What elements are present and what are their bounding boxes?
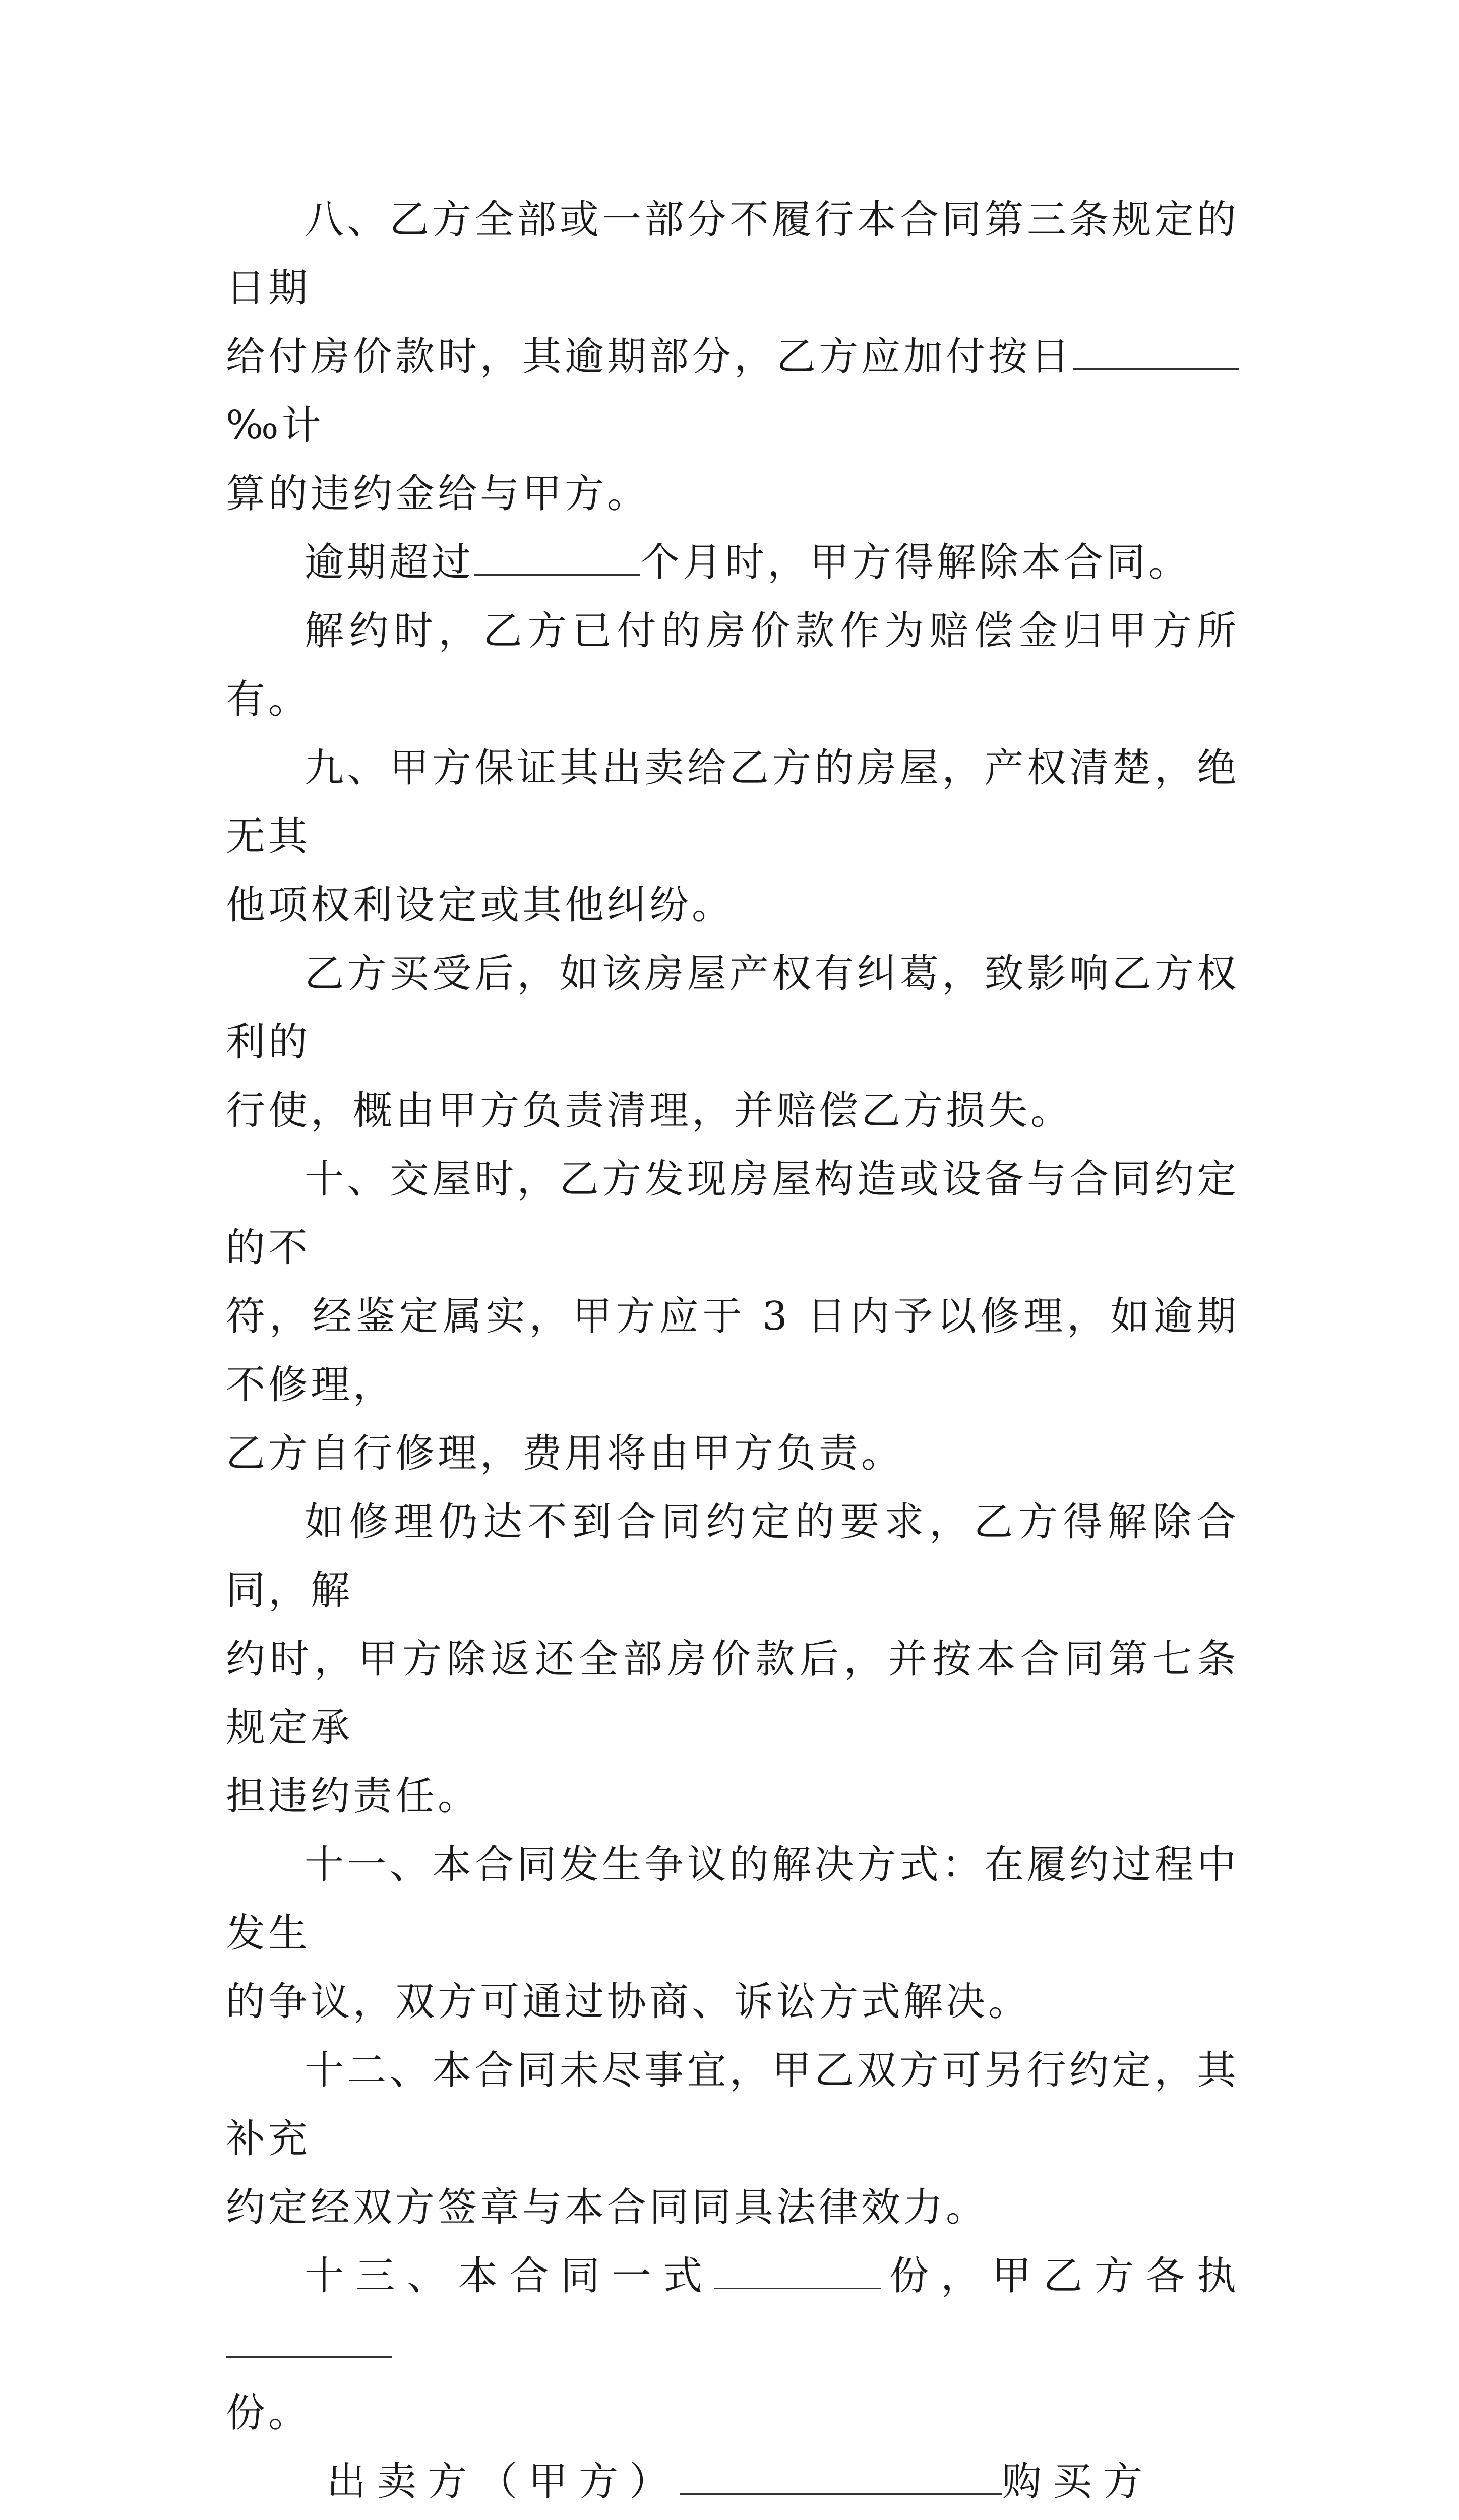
clause-9 — [226, 734, 1239, 939]
overdue-text-before: 逾期超过 — [305, 540, 474, 585]
clause-11-line-1: 十一、本合同发生争议的解决方式：在履约过程中发生 — [226, 1842, 1239, 1956]
contract-page — [226, 185, 1239, 2520]
clause-13 — [226, 2242, 1239, 2447]
clause-10-repair-line-2: 约时，甲方除返还全部房价款后，并按本合同第七条规定承 — [226, 1636, 1239, 1750]
clause-12-line-2: 约定经双方签章与本合同同具法律效力。 — [226, 2185, 989, 2230]
clause-9-dispute-line-1: 乙方买受后，如该房屋产权有纠葛，致影响乙方权利的 — [226, 951, 1239, 1065]
seller-name-blank[interactable] — [680, 2458, 1002, 2495]
copies-each-blank[interactable] — [226, 2321, 392, 2358]
clause-9-line-2: 他项权利设定或其他纠纷。 — [226, 883, 735, 928]
clause-9-line-1: 九、甲方保证其出卖给乙方的房屋，产权清楚，绝无其 — [226, 745, 1239, 859]
signature-block — [226, 2447, 1239, 2520]
clause-9-dispute — [226, 939, 1239, 1145]
clause-8-overdue — [226, 528, 1239, 597]
clause-8-line-2-text: 给付房价款时，其逾期部分，乙方应加付按日 — [226, 334, 1073, 380]
clause-13-line-1 — [226, 2242, 1239, 2379]
clause-8-line-2 — [226, 323, 1239, 460]
clause-8-line-3: 算的违约金给与甲方。 — [226, 471, 650, 517]
clause-12-line-1: 十二、本合同未尽事宜，甲乙双方可另行约定，其补充 — [226, 2048, 1239, 2162]
clause-12 — [226, 2036, 1239, 2242]
clause-11 — [226, 1831, 1239, 2036]
clause-10-line-1: 十、交屋时，乙方发现房屋构造或设备与合同约定的不 — [226, 1157, 1239, 1271]
clause-10-line-3: 乙方自行修理，费用将由甲方负责。 — [226, 1431, 904, 1476]
clause-13-text-1: 十三、本合同一式 — [305, 2253, 714, 2299]
copies-total-blank[interactable] — [714, 2252, 881, 2289]
daily-rate-blank[interactable] — [1073, 333, 1239, 370]
buyer-label: 购买方 — [1002, 2459, 1154, 2504]
seller-label: 出卖方（甲方） — [327, 2459, 680, 2504]
clause-8-cancel: 解约时，乙方已付的房价款作为赔偿金归甲方所有。 — [226, 608, 1239, 722]
clause-10-repair — [226, 1488, 1239, 1831]
clause-13-line-2: 份。 — [226, 2390, 311, 2436]
clause-8 — [226, 185, 1239, 528]
clause-13-text-2: 份，甲乙方各执 — [880, 2253, 1239, 2299]
overdue-months-blank[interactable] — [474, 539, 640, 576]
clause-10 — [226, 1145, 1239, 1488]
clause-10-repair-line-1: 如修理仍达不到合同约定的要求，乙方得解除合同，解 — [226, 1499, 1239, 1613]
clause-10-line-2: 符，经鉴定属实，甲方应于 3 日内予以修理，如逾期不修理， — [226, 1294, 1239, 1408]
clause-9-dispute-line-2: 行使，概由甲方负责清理，并赔偿乙方损失。 — [226, 1088, 1073, 1133]
signature-line-1 — [226, 2447, 1239, 2520]
clause-8-line-1: 八、乙方全部或一部分不履行本合同第三条规定的日期 — [226, 197, 1239, 311]
clause-11-line-2: 的争议，双方可通过协商、诉讼方式解决。 — [226, 1979, 1031, 2025]
overdue-text-after: 个月时，甲方得解除本合同。 — [640, 540, 1191, 585]
clause-10-repair-line-3: 担违约责任。 — [226, 1774, 480, 1819]
per-mille-text: ‰计 — [226, 403, 324, 448]
